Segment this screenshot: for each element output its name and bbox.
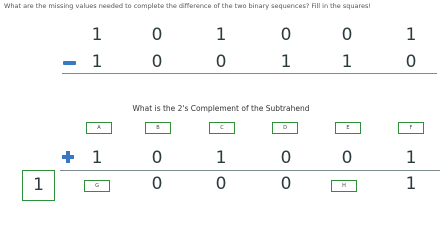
- minuend-digit: 0: [151, 25, 163, 45]
- answer-box-a[interactable]: A: [86, 122, 112, 134]
- addition-digit: 0: [280, 148, 292, 168]
- minuend-digit: 1: [215, 25, 227, 45]
- answer-box-e[interactable]: E: [335, 122, 361, 134]
- answer-box-d[interactable]: D: [272, 122, 298, 134]
- addition-digit: 0: [341, 148, 353, 168]
- answer-box-g[interactable]: G: [84, 180, 110, 192]
- result-digit: 1: [405, 174, 417, 194]
- answer-box-f[interactable]: F: [398, 122, 424, 134]
- subtrahend-digit: 0: [405, 52, 417, 72]
- subtrahend-digit: 0: [215, 52, 227, 72]
- minuend-digit: 0: [280, 25, 292, 45]
- addition-digit: 1: [215, 148, 227, 168]
- carry-digit-box: 1: [22, 170, 55, 201]
- minuend-digit: 1: [405, 25, 417, 45]
- answer-box-h[interactable]: H: [331, 180, 357, 192]
- minuend-digit: 0: [341, 25, 353, 45]
- minuend-digit: 1: [91, 25, 103, 45]
- result-digit: 0: [151, 174, 163, 194]
- plus-icon: [62, 151, 74, 163]
- addition-digit: 1: [91, 148, 103, 168]
- subtrahend-digit: 1: [341, 52, 353, 72]
- subtrahend-digit: 1: [91, 52, 103, 72]
- addition-digit: 0: [151, 148, 163, 168]
- result-digit: 0: [215, 174, 227, 194]
- subtrahend-digit: 1: [280, 52, 292, 72]
- subtrahend-digit: 0: [151, 52, 163, 72]
- subtraction-divider: [62, 73, 437, 74]
- addition-divider: [60, 170, 440, 171]
- minus-icon: [63, 61, 76, 65]
- answer-box-c[interactable]: C: [209, 122, 235, 134]
- answer-box-b[interactable]: B: [145, 122, 171, 134]
- addition-digit: 1: [405, 148, 417, 168]
- instruction-text: What are the missing values needed to complete the difference of the two binary sequences? Fill in the squares!: [4, 2, 372, 10]
- result-digit: 0: [280, 174, 292, 194]
- question-heading: What is the 2's Complement of the Subtrahend: [132, 104, 310, 113]
